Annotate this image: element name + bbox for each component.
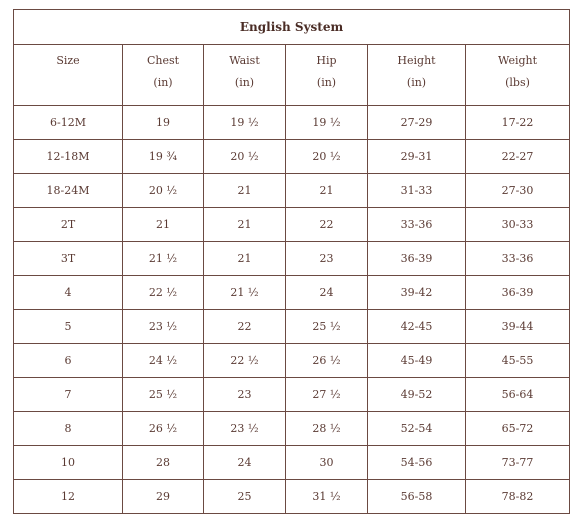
table-row: [14, 106, 570, 140]
column-label: Chest: [146, 54, 180, 67]
table-row: [14, 208, 570, 242]
table-cell: 21 ½: [204, 276, 286, 310]
table-cell: 22 ½: [204, 344, 286, 378]
table-row: [14, 276, 570, 310]
table-cell: 29: [123, 480, 204, 514]
table-cell: 21: [123, 208, 204, 242]
table-cell: 49-52: [368, 378, 466, 412]
table-row: [14, 378, 570, 412]
table-cell: 18-24M: [14, 174, 123, 208]
column-label: Weight: [498, 54, 538, 67]
table-cell: 24: [204, 446, 286, 480]
table-cell: 33-36: [368, 208, 466, 242]
table-cell: 23: [286, 242, 368, 276]
table-cell: 19 ½: [204, 106, 286, 140]
column-header-weight: [466, 45, 570, 106]
column-header-hip: [286, 45, 368, 106]
table-cell: 73-77: [466, 446, 570, 480]
column-label: Hip: [316, 54, 337, 67]
table-cell: 12: [14, 480, 123, 514]
table-cell: 31-33: [368, 174, 466, 208]
table-row: [14, 174, 570, 208]
table-cell: 4: [14, 276, 123, 310]
table-row: [14, 310, 570, 344]
column-unit: (in): [234, 76, 255, 89]
table-cell: 20 ½: [286, 140, 368, 174]
table-cell: 22-27: [466, 140, 570, 174]
table-cell: 45-55: [466, 344, 570, 378]
table-cell: 21: [204, 208, 286, 242]
table-cell: 42-45: [368, 310, 466, 344]
table-cell: 36-39: [466, 276, 570, 310]
table-row: [14, 344, 570, 378]
table-cell: 30: [286, 446, 368, 480]
column-label: Size: [56, 54, 80, 67]
table-cell: 23: [204, 378, 286, 412]
table-cell: 26 ½: [123, 412, 204, 446]
table-cell: 54-56: [368, 446, 466, 480]
table-cell: 24 ½: [123, 344, 204, 378]
column-unit: (in): [316, 76, 337, 89]
table-cell: 39-42: [368, 276, 466, 310]
table-cell: 20 ½: [204, 140, 286, 174]
table-cell: 21: [286, 174, 368, 208]
table-cell: 27 ½: [286, 378, 368, 412]
table-cell: 33-36: [466, 242, 570, 276]
table-cell: 56-64: [466, 378, 570, 412]
header-row: [14, 45, 570, 106]
table-cell: 23 ½: [204, 412, 286, 446]
table-cell: 10: [14, 446, 123, 480]
table-cell: 78-82: [466, 480, 570, 514]
table-cell: 26 ½: [286, 344, 368, 378]
table-cell: 21: [204, 242, 286, 276]
table-cell: 20 ½: [123, 174, 204, 208]
table-cell: 22: [286, 208, 368, 242]
table-row: [14, 412, 570, 446]
table-cell: 3T: [14, 242, 123, 276]
table-cell: 52-54: [368, 412, 466, 446]
table-cell: 65-72: [466, 412, 570, 446]
table-cell: 19: [123, 106, 204, 140]
column-header-chest: [123, 45, 204, 106]
table-cell: 56-58: [368, 480, 466, 514]
table-cell: 25 ½: [286, 310, 368, 344]
table-cell: 7: [14, 378, 123, 412]
table-cell: 21 ½: [123, 242, 204, 276]
table-cell: 19 ¾: [123, 140, 204, 174]
column-header-height: [368, 45, 466, 106]
table-cell: 30-33: [466, 208, 570, 242]
table-cell: 8: [14, 412, 123, 446]
table-cell: 29-31: [368, 140, 466, 174]
table-cell: 36-39: [368, 242, 466, 276]
column-label: Height: [397, 54, 436, 67]
table-cell: 31 ½: [286, 480, 368, 514]
table-row: [14, 140, 570, 174]
table-cell: 23 ½: [123, 310, 204, 344]
table-cell: 27-30: [466, 174, 570, 208]
column-unit: (lbs): [505, 76, 530, 89]
table-cell: 12-18M: [14, 140, 123, 174]
table-cell: 6: [14, 344, 123, 378]
table-cell: 24: [286, 276, 368, 310]
table-title: English System: [14, 10, 570, 45]
table-cell: 39-44: [466, 310, 570, 344]
table-row: [14, 480, 570, 514]
size-chart-table: [13, 9, 570, 514]
table-cell: 21: [204, 174, 286, 208]
table-cell: 25: [204, 480, 286, 514]
table-row: [14, 242, 570, 276]
column-unit: (in): [153, 76, 173, 89]
table-cell: 28: [123, 446, 204, 480]
table-cell: 6-12M: [14, 106, 123, 140]
table-cell: 22 ½: [123, 276, 204, 310]
table-cell: 5: [14, 310, 123, 344]
column-label: Waist: [229, 54, 260, 67]
table-cell: 17-22: [466, 106, 570, 140]
column-header-size: [14, 45, 123, 106]
table-cell: 19 ½: [286, 106, 368, 140]
table-cell: 25 ½: [123, 378, 204, 412]
table-body: [14, 106, 570, 514]
table-row: [14, 446, 570, 480]
table-cell: 27-29: [368, 106, 466, 140]
column-unit: (in): [406, 76, 427, 89]
table-cell: 45-49: [368, 344, 466, 378]
table-cell: 22: [204, 310, 286, 344]
table-cell: 28 ½: [286, 412, 368, 446]
column-header-waist: [204, 45, 286, 106]
table-cell: 2T: [14, 208, 123, 242]
